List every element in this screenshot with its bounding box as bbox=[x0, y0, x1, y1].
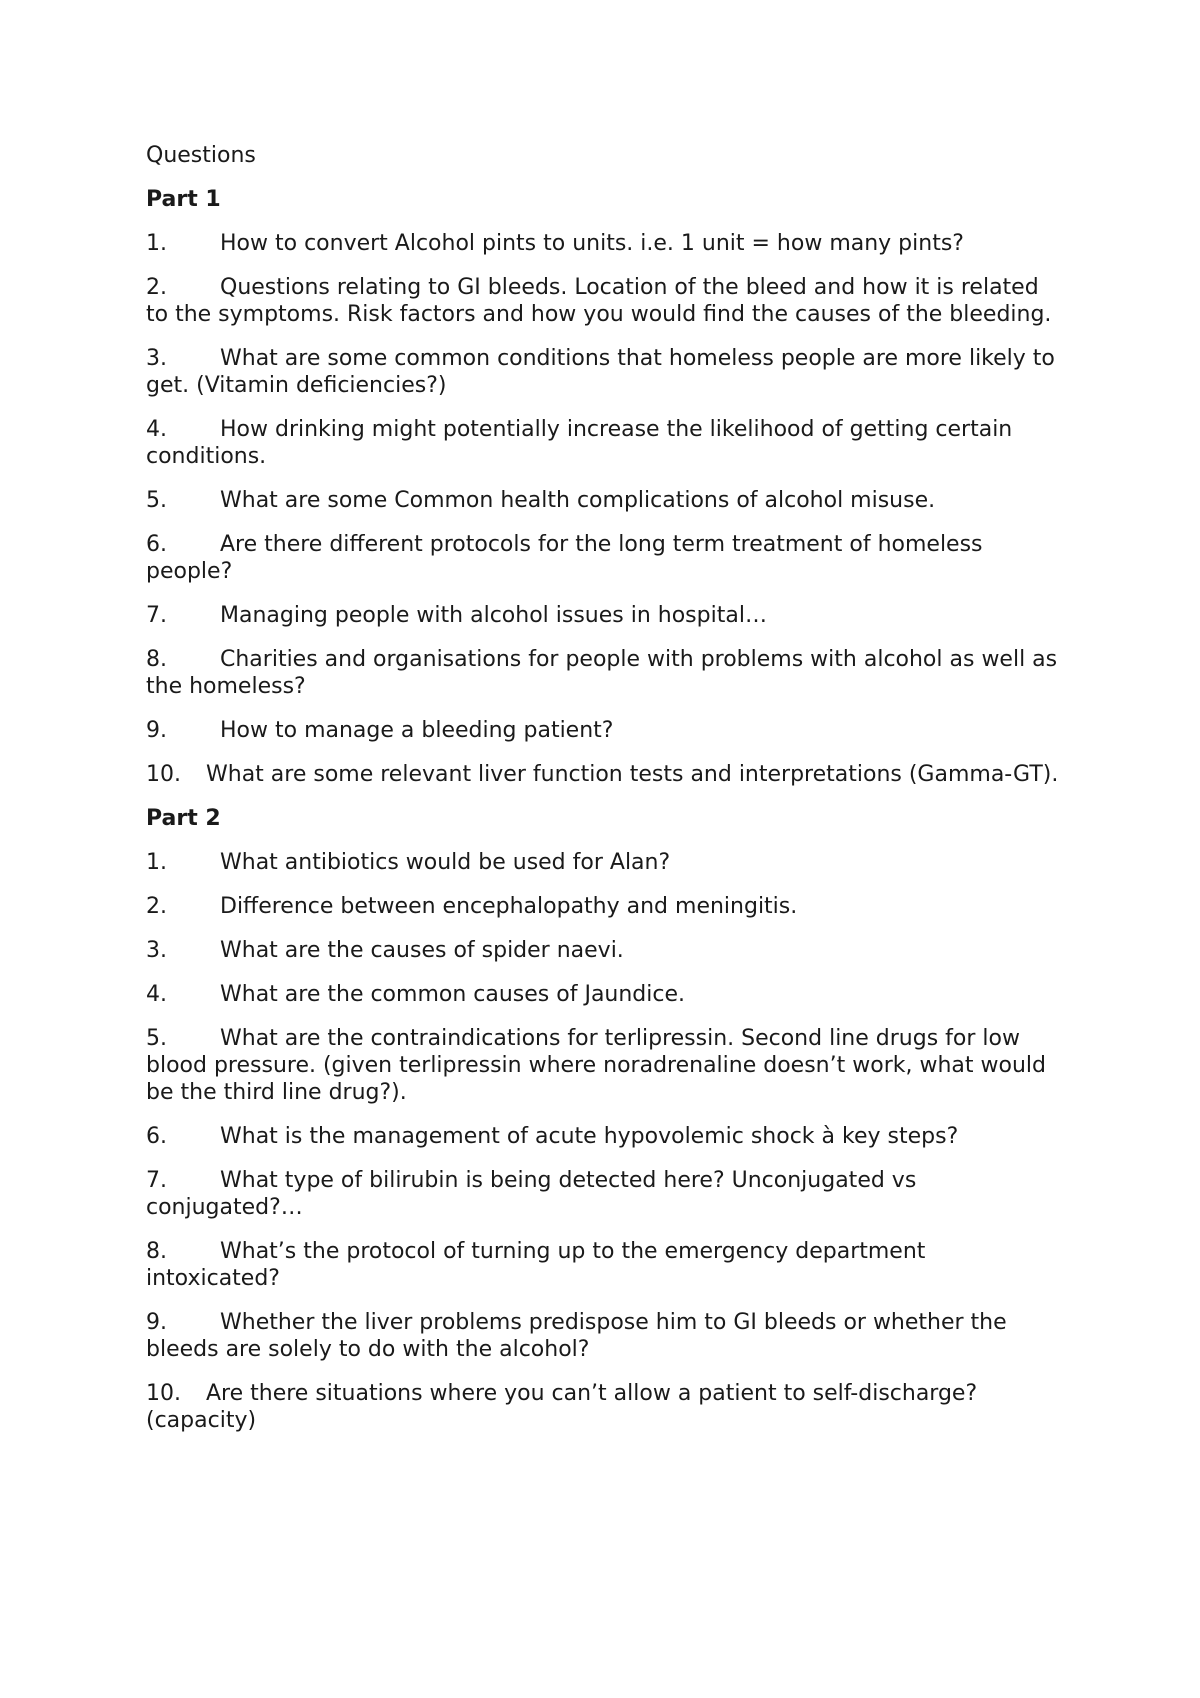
question-number: 7. bbox=[146, 603, 167, 628]
question-text: What are some common conditions that homeless people are more likely to get. (Vitamin deficiencies?) bbox=[146, 346, 1055, 398]
question-number: 8. bbox=[146, 1239, 167, 1264]
question-text: What are some Common health complications of alcohol misuse. bbox=[220, 488, 936, 513]
question-text: Charities and organisations for people with problems with alcohol as well as the homeless? bbox=[146, 647, 1058, 699]
part-2-question-list bbox=[146, 849, 1066, 1434]
question-text: Are there different protocols for the long term treatment of homeless people? bbox=[146, 532, 983, 584]
question-number: 2. bbox=[146, 275, 167, 300]
question-item bbox=[146, 761, 1066, 788]
part-1-question-list bbox=[146, 230, 1066, 788]
question-number: 1. bbox=[146, 850, 167, 875]
question-text: Questions relating to GI bleeds. Location of the bleed and how it is related to the symptoms. Risk factors and how you would find the causes of the bleeding. bbox=[146, 275, 1052, 327]
question-number: 6. bbox=[146, 1124, 167, 1149]
question-text: Difference between encephalopathy and meningitis. bbox=[220, 894, 798, 919]
document-page bbox=[146, 142, 1066, 1451]
question-number: 9. bbox=[146, 718, 167, 743]
question-number: 9. bbox=[146, 1310, 167, 1335]
question-item bbox=[146, 274, 1066, 328]
question-text: Whether the liver problems predispose him to GI bleeds or whether the bleeds are solely to do with the alcohol? bbox=[146, 1310, 1007, 1362]
question-number: 10. bbox=[146, 1381, 181, 1406]
question-number: 3. bbox=[146, 938, 167, 963]
part-1-heading: Part 1 bbox=[146, 187, 221, 212]
question-item bbox=[146, 1025, 1066, 1106]
question-number: 7. bbox=[146, 1168, 167, 1193]
question-number: 4. bbox=[146, 417, 167, 442]
question-text: How drinking might potentially increase the likelihood of getting certain conditions. bbox=[146, 417, 1013, 469]
question-item bbox=[146, 602, 1066, 629]
question-number: 1. bbox=[146, 231, 167, 256]
document-title: Questions bbox=[146, 143, 256, 168]
question-text: What antibiotics would be used for Alan? bbox=[220, 850, 671, 875]
question-text: What’s the protocol of turning up to the emergency department intoxicated? bbox=[146, 1239, 926, 1291]
question-item bbox=[146, 1309, 1066, 1363]
question-item bbox=[146, 849, 1066, 876]
question-item bbox=[146, 893, 1066, 920]
question-item bbox=[146, 230, 1066, 257]
question-item bbox=[146, 717, 1066, 744]
question-number: 5. bbox=[146, 488, 167, 513]
question-text: How to manage a bleeding patient? bbox=[220, 718, 614, 743]
question-text: What are the contraindications for terlipressin. Second line drugs for low blood pressure. (given terlipressin where noradrenaline doesn’t work, what would be the third line drug?). bbox=[146, 1026, 1046, 1105]
question-item bbox=[146, 1167, 1066, 1221]
question-text: What type of bilirubin is being detected here? Unconjugated vs conjugated?… bbox=[146, 1168, 917, 1220]
part-1-section bbox=[146, 186, 1066, 788]
question-item bbox=[146, 1380, 1066, 1434]
question-item bbox=[146, 416, 1066, 470]
question-text: What are the common causes of Jaundice. bbox=[220, 982, 686, 1007]
part-2-heading: Part 2 bbox=[146, 806, 221, 831]
question-number: 2. bbox=[146, 894, 167, 919]
question-item bbox=[146, 981, 1066, 1008]
question-text: Managing people with alcohol issues in hospital… bbox=[220, 603, 767, 628]
question-item bbox=[146, 937, 1066, 964]
question-number: 4. bbox=[146, 982, 167, 1007]
question-number: 10. bbox=[146, 762, 181, 787]
question-text: What are some relevant liver function tests and interpretations (Gamma-GT). bbox=[206, 762, 1059, 787]
question-item bbox=[146, 345, 1066, 399]
question-item bbox=[146, 531, 1066, 585]
question-number: 3. bbox=[146, 346, 167, 371]
question-text: What is the management of acute hypovolemic shock à key steps? bbox=[220, 1124, 959, 1149]
question-item bbox=[146, 1123, 1066, 1150]
question-number: 8. bbox=[146, 647, 167, 672]
question-text: Are there situations where you can’t allow a patient to self-discharge? (capacity) bbox=[146, 1381, 978, 1433]
question-text: What are the causes of spider naevi. bbox=[220, 938, 624, 963]
question-text: How to convert Alcohol pints to units. i.e. 1 unit = how many pints? bbox=[220, 231, 964, 256]
question-item bbox=[146, 646, 1066, 700]
part-2-section bbox=[146, 805, 1066, 1434]
question-item bbox=[146, 1238, 1066, 1292]
question-number: 6. bbox=[146, 532, 167, 557]
question-item bbox=[146, 487, 1066, 514]
question-number: 5. bbox=[146, 1026, 167, 1051]
